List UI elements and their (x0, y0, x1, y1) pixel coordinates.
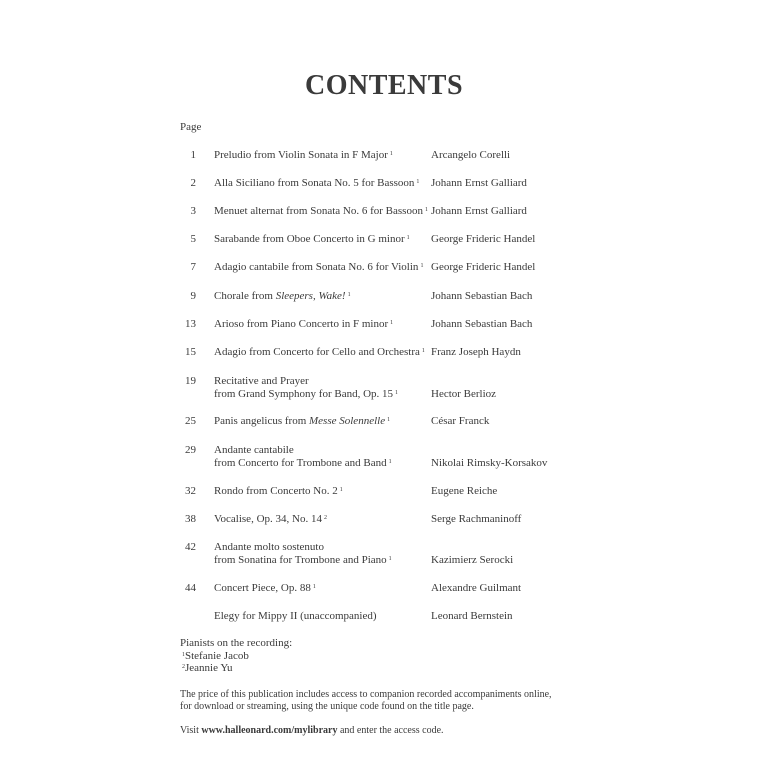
pianist-ref: 1 (339, 487, 343, 493)
pianist-2-name: Jeannie Yu (185, 662, 233, 674)
visit-suffix: and enter the access code. (337, 725, 444, 736)
work-subtitle: from Grand Symphony for Band, Op. 15 $^1$ (214, 388, 399, 400)
pianist-ref: 1 (421, 348, 425, 354)
work-title: Elegy for Mippy II (unaccompanied) (214, 610, 377, 622)
page-number: 19 (185, 375, 196, 387)
pianist-ref: 1 (406, 235, 410, 241)
page-number: 29 (185, 444, 196, 456)
pianist-1 (180, 650, 249, 662)
price-note-line-2: for download or streaming, using the unique code found on the title page. (180, 701, 474, 712)
pianist-ref: 1 (389, 151, 393, 157)
composer-name: Leonard Bernstein (431, 610, 513, 622)
work-title: Panis angelicus from Messe Solennelle $^1$ (214, 415, 391, 427)
composer-name: George Frideric Handel (431, 233, 536, 245)
page-number: 5 (190, 233, 196, 245)
pianist-ref: 1 (388, 556, 392, 562)
pianist-ref: 1 (388, 459, 392, 465)
price-note-line-1: The price of this publication includes access to companion recorded accompaniments online, (180, 689, 552, 700)
composer-name: George Frideric Handel (431, 261, 536, 273)
composer-name: Johann Sebastian Bach (431, 290, 533, 302)
composer-name: Johann Ernst Galliard (431, 205, 527, 217)
pianist-ref: 1 (390, 320, 394, 326)
page-number: 1 (190, 149, 196, 161)
page-number: 44 (185, 582, 196, 594)
page-number: 42 (185, 541, 196, 553)
work-title: Rondo from Concerto No. 2 $^1$ (214, 485, 343, 497)
page-number: 25 (185, 415, 196, 427)
pianist-ref: 2 (323, 515, 327, 521)
library-link[interactable]: www.halleonard.com/mylibrary (201, 725, 338, 736)
work-title: Recitative and Prayer (214, 375, 309, 387)
composer-name: Johann Ernst Galliard (431, 177, 527, 189)
work-title: Chorale from Sleepers, Wake! $^1$ (214, 290, 351, 302)
pianist-ref: 1 (312, 584, 316, 590)
page-number: 9 (190, 290, 196, 302)
pianist-ref: 1 (347, 292, 351, 298)
page-column-label: Page (180, 121, 202, 133)
composer-name: Nikolai Rimsky-Korsakov (431, 457, 548, 469)
pianist-1-name: Stefanie Jacob (185, 650, 249, 662)
page-number: 3 (190, 205, 196, 217)
pianists-heading: Pianists on the recording: (180, 637, 293, 649)
pianist-ref: 1 (416, 179, 420, 185)
work-title: Preludio from Violin Sonata in F Major $^1$ (214, 149, 393, 161)
composer-name: Serge Rachmaninoff (431, 513, 522, 525)
composer-name: Eugene Reiche (431, 485, 498, 497)
pianist-ref: 1 (420, 263, 424, 269)
visit-note (180, 725, 600, 737)
pianist-2-number: 2 (182, 664, 185, 670)
composer-name: Franz Joseph Haydn (431, 346, 521, 358)
pianist-ref: 1 (424, 207, 428, 213)
work-title: Vocalise, Op. 34, No. 14 $^2$ (214, 513, 327, 525)
work-subtitle: from Concerto for Trombone and Band $^1$ (214, 457, 392, 469)
work-title: Andante molto sostenuto (214, 541, 324, 553)
page-title: CONTENTS (304, 70, 464, 101)
composer-name: Alexandre Guilmant (431, 582, 522, 594)
page-number: 38 (185, 513, 196, 525)
pianist-1-number: 1 (182, 652, 185, 658)
work-subtitle: from Sonatina for Trombone and Piano $^1$ (214, 554, 392, 566)
work-title: Concert Piece, Op. 88 $^1$ (214, 582, 316, 594)
pianist-ref: 1 (387, 417, 391, 423)
composer-name: Arcangelo Corelli (431, 149, 511, 161)
composer-name: Kazimierz Serocki (431, 554, 514, 566)
work-title: Arioso from Piano Concerto in F minor $^1$ (214, 318, 394, 330)
pianist-ref: 1 (395, 390, 399, 396)
work-title: Adagio cantabile from Sonata No. 6 for Violin $^1$ (214, 261, 424, 273)
work-title: Menuet alternat from Sonata No. 6 for Bassoon $^1$ (214, 205, 428, 217)
composer-name: César Franck (431, 415, 490, 427)
visit-prefix: Visit (180, 725, 202, 736)
page-number: 2 (190, 177, 196, 189)
work-title: Adagio from Concerto for Cello and Orchestra $^1$ (214, 346, 425, 358)
page-number: 7 (190, 261, 196, 273)
work-title: Andante cantabile (214, 444, 294, 456)
composer-name: Hector Berlioz (431, 388, 497, 400)
page-number: 32 (185, 485, 196, 497)
work-title: Alla Siciliano from Sonata No. 5 for Bassoon $^1$ (214, 177, 420, 189)
page-number: 13 (185, 318, 196, 330)
pianist-2 (180, 662, 233, 674)
composer-name: Johann Sebastian Bach (431, 318, 533, 330)
page-number: 15 (185, 346, 196, 358)
work-title: Sarabande from Oboe Concerto in G minor $^1$ (214, 233, 410, 245)
